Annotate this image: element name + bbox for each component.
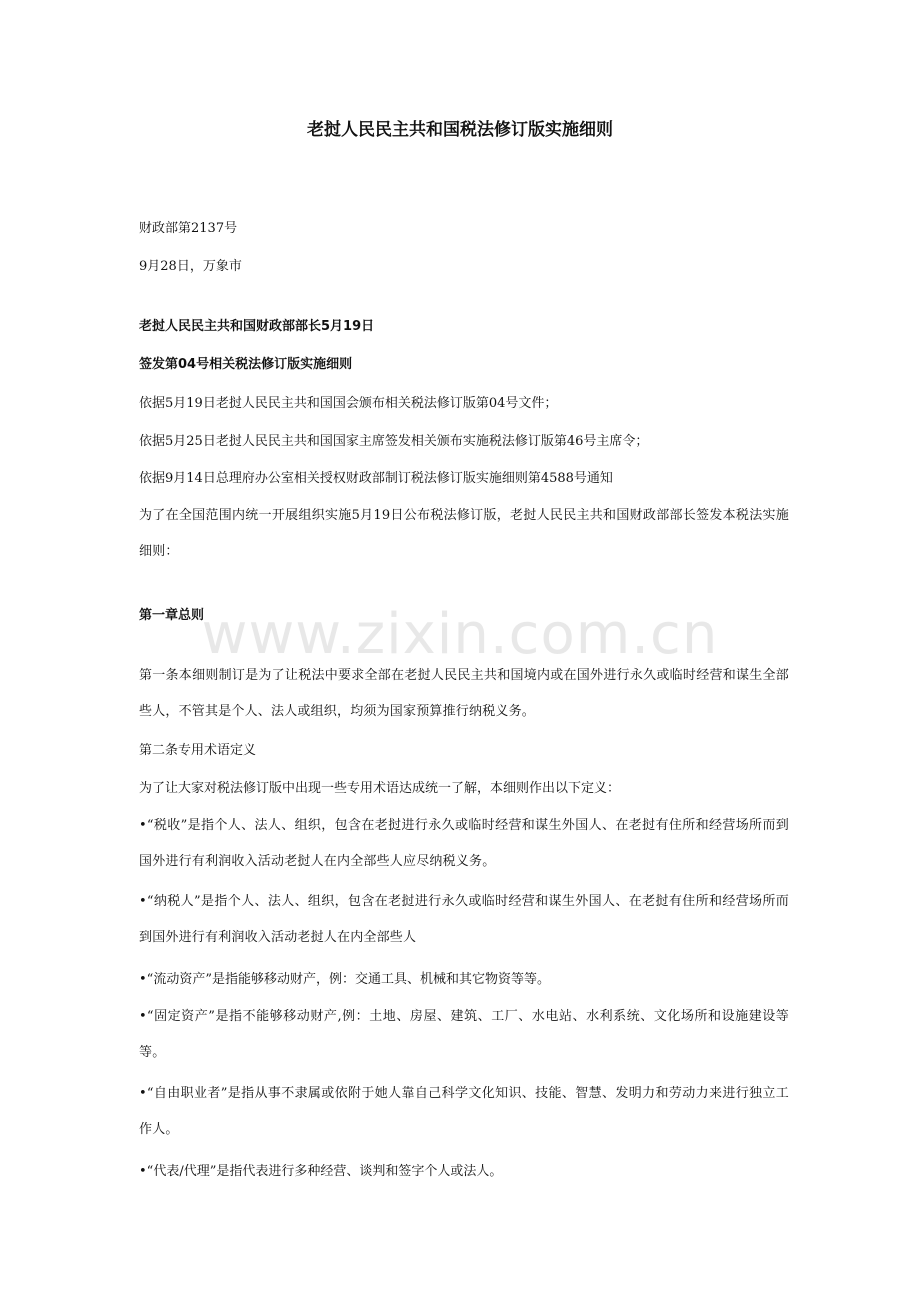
heading-issue: 签发第04号相关税法修订版实施细则 [139, 357, 353, 372]
basis-2: 依据5月25日老挝人民民主共和国国家主席签发相关颁布实施税法修订版第46号主席令； [139, 434, 649, 449]
definition-fixed-assets: •“固定资产”是指不能够移动财产,例：土地、房屋、建筑、工厂、水电站、水利系统、文化场所和设施建设等等。 [139, 1009, 789, 1060]
basis-3: 依据9月14日总理府办公室相关授权财政部制订税法修订版实施细则第4588号通知 [139, 471, 613, 486]
heading-minister: 老挝人民民主共和国财政部部长5月19日 [139, 319, 375, 334]
definition-agent: •“代表/代理”是指代表进行多种经营、谈判和签字个人或法人。 [139, 1164, 503, 1179]
date-place: 9月28日，万象市 [139, 259, 242, 274]
watermark: www.zixin.com.cn [201, 602, 719, 667]
definition-tax: •“税收”是指个人、法人、组织，包含在老挝进行永久或临时经营和谋生外国人、在老挝有住所和经营场所而到国外进行有利润收入活动老挝人在内全部些人应尽纳税义务。 [139, 818, 789, 869]
definition-current-assets: •“流动资产”是指能够移动财产，例：交通工具、机械和其它物资等等。 [139, 972, 550, 987]
basis-1: 依据5月19日老挝人民民主共和国国会颁布相关税法修订版第04号文件； [139, 396, 558, 411]
document-title: 老挝人民民主共和国税法修订版实施细则 [307, 120, 613, 140]
chapter-1-heading: 第一章总则 [139, 608, 205, 623]
article-2-intro: 为了让大家对税法修订版中出现一些专用术语达成统一了解，本细则作出以下定义： [139, 781, 621, 796]
doc-number: 财政部第2137号 [139, 221, 238, 236]
definition-freelancer: •“自由职业者”是指从事不隶属或依附于她人靠自己科学文化知识、技能、智慧、发明力和劳动力来进行独立工作人。 [139, 1086, 789, 1137]
definition-taxpayer: •“纳税人”是指个人、法人、组织，包含在老挝进行永久或临时经营和谋生外国人、在老挝有住所和经营场所而到国外进行有利润收入活动老挝人在内全部些人 [139, 894, 789, 945]
article-2-heading: 第二条专用术语定义 [139, 743, 257, 758]
article-1-paragraph: 第一条本细则制订是为了让税法中要求全部在老挝人民民主共和国境内或在国外进行永久或临时经营和谋生全部些人，不管其是个人、法人或组织，均须为国家预算推行纳税义务。 [139, 668, 789, 719]
purpose-paragraph: 为了在全国范围内统一开展组织实施5月19日公布税法修订版，老挝人民民主共和国财政部部长签发本税法实施细则： [139, 508, 789, 559]
